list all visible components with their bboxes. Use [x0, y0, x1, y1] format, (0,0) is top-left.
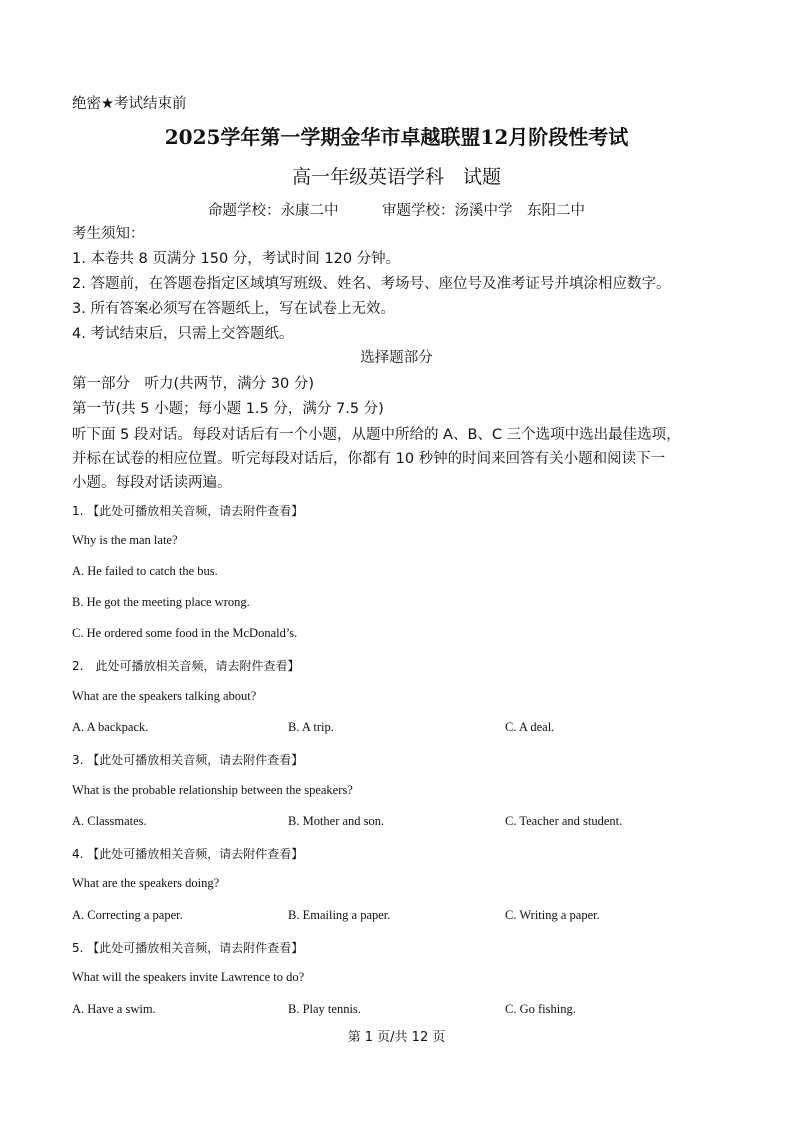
- option-b: B. Mother and son.: [288, 814, 385, 828]
- confidential-label: 绝密★考试结束前: [72, 96, 187, 112]
- instruction-line: 听下面 5 段对话。每段对话后有一个小题，从题中所给的 A、B、C 三个选项中选出最佳选项，: [72, 427, 681, 443]
- school-info: 命题学校：永康二中 审题学校：汤溪中学 东阳二中: [208, 203, 585, 219]
- option-b: B. Emailing a paper.: [288, 908, 391, 922]
- audio-hint[interactable]: 4. 【此处可播放相关音频，请去附件查看】: [72, 847, 304, 861]
- audio-hint[interactable]: 2. 此处可播放相关音频，请去附件查看】: [72, 659, 300, 673]
- option-a: A. A backpack.: [72, 720, 149, 734]
- option-c: C. Teacher and student.: [505, 814, 623, 828]
- option-c: C. He ordered some food in the McDonald’s.: [72, 626, 298, 640]
- section-heading: 选择题部分: [360, 350, 433, 366]
- notice-item: 2. 答题前，在答题卷指定区域填写班级、姓名、考场号、座位号及准考证号并填涂相应数字。: [72, 276, 671, 292]
- notice-item: 4. 考试结束后，只需上交答题纸。: [72, 326, 294, 342]
- option-c: C. A deal.: [505, 720, 555, 734]
- notice-item: 1. 本卷共 8 页满分 150 分，考试时间 120 分钟。: [72, 251, 401, 267]
- option-b: B. He got the meeting place wrong.: [72, 595, 250, 609]
- question-text: What are the speakers talking about?: [72, 689, 257, 703]
- question-text: What is the probable relationship between the speakers?: [72, 783, 353, 797]
- question-text: What will the speakers invite Lawrence to do?: [72, 970, 305, 984]
- audio-hint[interactable]: 1. 【此处可播放相关音频，请去附件查看】: [72, 504, 304, 518]
- option-a: A. Have a swim.: [72, 1002, 156, 1016]
- option-b: B. A trip.: [288, 720, 334, 734]
- option-a: A. He failed to catch the bus.: [72, 564, 218, 578]
- instruction-line: 并标在试卷的相应位置。听完每段对话后，你都有 10 秒钟的时间来回答有关小题和阅读下一: [72, 451, 666, 467]
- exam-subtitle: 高一年级英语学科 试题: [291, 166, 501, 188]
- notice-item: 3. 所有答案必须写在答题纸上，写在试卷上无效。: [72, 301, 395, 317]
- question-text: What are the speakers doing?: [72, 876, 220, 890]
- exam-title: 2025学年第一学期金华市卓越联盟12月阶段性考试: [164, 125, 629, 149]
- part-heading: 第一部分 听力(共两节，满分 30 分): [72, 376, 314, 392]
- subpart-heading: 第一节(共 5 小题；每小题 1.5 分，满分 7.5 分): [72, 401, 384, 417]
- option-a: A. Classmates.: [72, 814, 147, 828]
- audio-hint[interactable]: 3. 【此处可播放相关音频，请去附件查看】: [72, 753, 304, 767]
- page-number: 第 1 页/共 12 页: [347, 1030, 446, 1045]
- option-a: A. Correcting a paper.: [72, 908, 183, 922]
- option-c: C. Go fishing.: [505, 1002, 576, 1016]
- instruction-line: 小题。每段对话读两遍。: [72, 475, 232, 491]
- question-text: Why is the man late?: [72, 533, 178, 547]
- audio-hint[interactable]: 5. 【此处可播放相关音频，请去附件查看】: [72, 941, 304, 955]
- notice-heading: 考生须知：: [72, 226, 145, 242]
- option-c: C. Writing a paper.: [505, 908, 600, 922]
- option-b: B. Play tennis.: [288, 1002, 361, 1016]
